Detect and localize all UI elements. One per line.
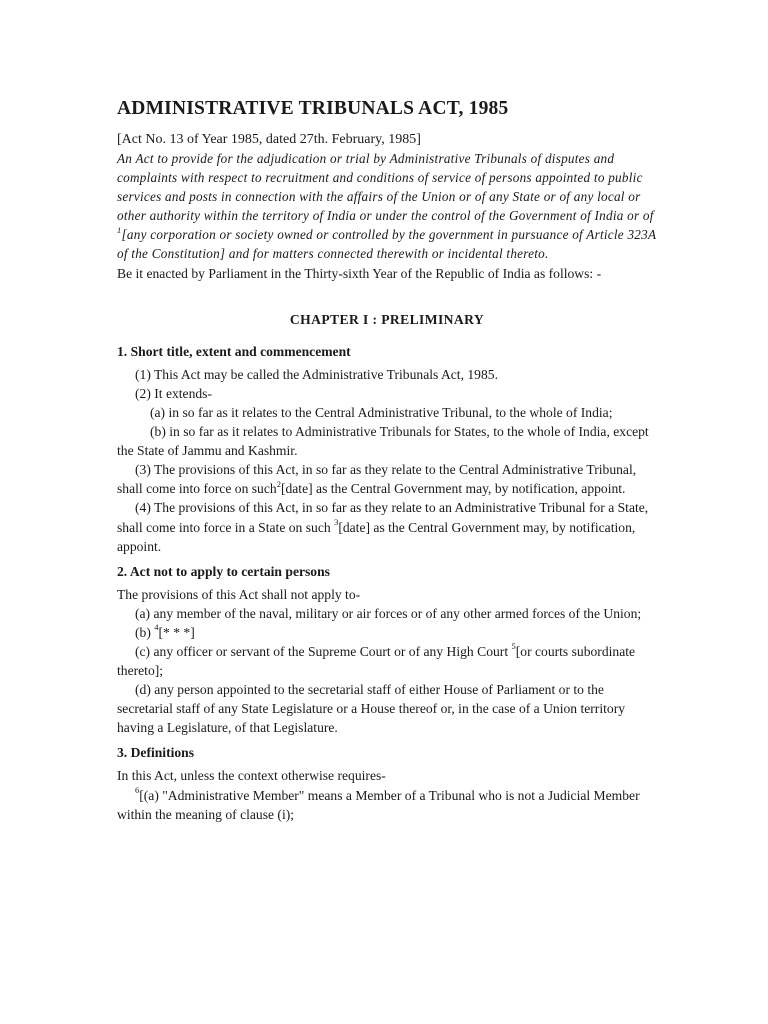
clause-b-omitted: [* * *] (158, 624, 195, 640)
footnote-ref-5: 5 (511, 641, 516, 652)
footnote-ref-4: 4 (154, 622, 159, 633)
section-1-heading: 1. Short title, extent and commencement (117, 343, 351, 359)
clause-c-text-2: [or courts subordinate thereto]; (117, 643, 636, 679)
preamble-text-1: An Act to provide for the adjudication or trial by Administrative Tribunals of disputes and complaints with respect to recruitment and conditions of service of persons appointed to public services and posts in connection with the affairs of the Union or of any State or of any local or other authority within the territory of India or under the control of the Government of India or of (117, 151, 654, 224)
clause-b-label: (b) (135, 624, 155, 640)
chapter-heading: CHAPTER I : PRELIMINARY (289, 311, 485, 327)
footnote-ref-2: 2 (276, 478, 281, 489)
section-2-clause-a: (a) any member of the naval, military or air forces or of any other armed forces of the Union; (135, 605, 642, 621)
section-3-heading: 3. Definitions (117, 745, 195, 761)
clause-c-text-1: (c) any officer or servant of the Supreme Court or of any High Court (135, 643, 512, 659)
section-1-subsection-4 (117, 498, 657, 555)
subsection-3-text-2: [date] as the Central Government may, by notification, appoint. (280, 481, 626, 497)
section-1-clause-2b: (b) in so far as it relates to Administrative Tribunals for States, to the whole of India, except the State of Jammu and Kashmir. (117, 424, 649, 459)
act-number: [Act No. 13 of Year 1985, dated 27th. February, 1985] (117, 132, 421, 147)
preamble-text-2: [any corporation or society owned or controlled by the government in pursuance of Article 323A of the Constitution] and for matters connected therewith or incidental thereto. (117, 227, 657, 262)
footnote-ref-3: 3 (334, 516, 339, 527)
section-3-intro: In this Act, unless the context otherwise requires- (117, 768, 386, 784)
subsection-4-text-2: [date] as the Central Government may, by notification, appoint. (117, 519, 636, 554)
section-1-subsection-1: (1) This Act may be called the Administrative Tribunals Act, 1985. (135, 366, 498, 382)
footnote-ref-6: 6 (135, 785, 140, 795)
enacting-clause: Be it enacted by Parliament in the Thirty-sixth Year of the Republic of India as follows: - (117, 265, 602, 281)
section-2-clause-c (117, 642, 657, 680)
footnote-ref-1: 1 (117, 224, 122, 235)
clause-a-text: [(a) "Administrative Member" means a Member of a Tribunal who is not a Judicial Member within the meaning of clause (i); (117, 787, 640, 822)
subsection-4-text-1: (4) The provisions of this Act, in so far as they relate to an Administrative Tribunal for a State, shall come into force in a State on such (117, 500, 649, 535)
section-2-heading: 2. Act not to apply to certain persons (117, 563, 330, 579)
section-1-clause-2a: (a) in so far as it relates to the Central Administrative Tribunal, to the whole of India; (150, 404, 613, 420)
section-1-subsection-2: (2) It extends- (135, 385, 213, 401)
section-2-clause-b (117, 623, 657, 642)
subsection-3-text-1: (3) The provisions of this Act, in so far as they relate to the Central Administrative Tribunal, shall come into force on such (117, 462, 637, 497)
section-2-intro: The provisions of this Act shall not apply to- (117, 586, 361, 602)
section-1-subsection-3 (117, 460, 657, 498)
section-3-clause-a (117, 786, 657, 824)
section-2-clause-d: (d) any person appointed to the secretarial staff of either House of Parliament or to the secretarial staff of any State Legislature or a House thereof or, in the case of a Union territory having a Legislature, of that Legislature. (117, 682, 626, 736)
act-text (117, 97, 657, 824)
document-title: ADMINISTRATIVE TRIBUNALS ACT, 1985 (117, 98, 509, 119)
preamble (117, 149, 657, 264)
